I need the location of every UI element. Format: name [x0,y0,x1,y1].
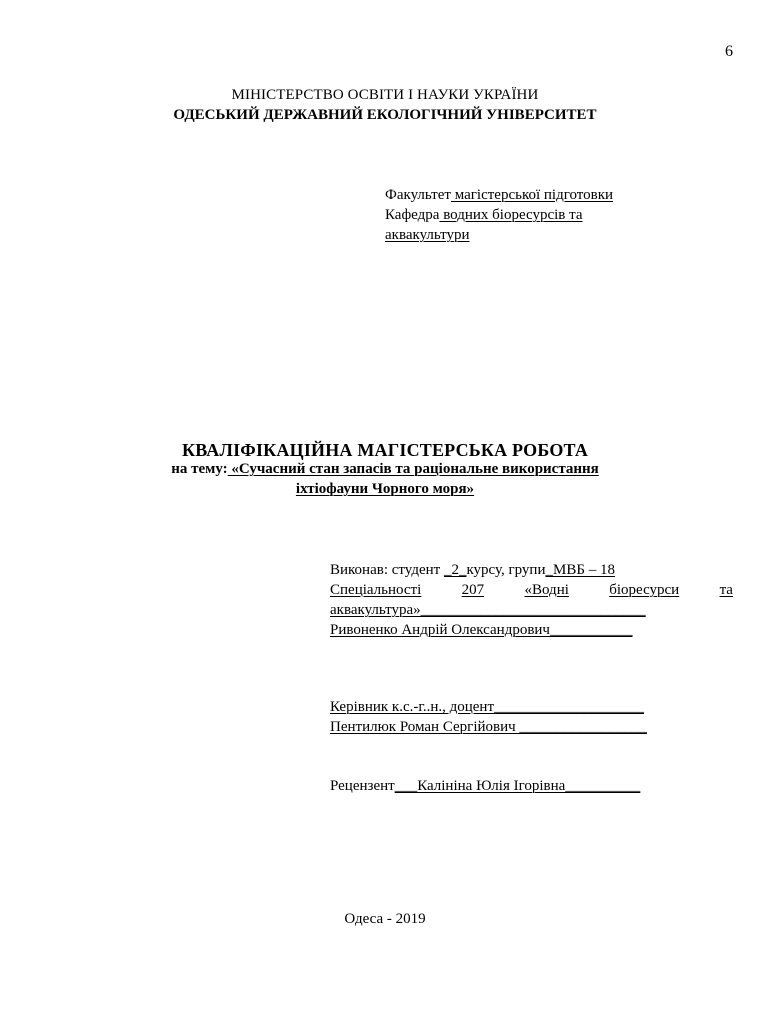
faculty-label: Факультет [385,187,451,203]
specialty-line-1 [330,580,733,600]
student-line-1 [330,560,733,580]
specialty-continued: аквакультура»______________________________ [330,602,646,618]
department-value: водних біоресурсів та [439,207,583,223]
specialty-word: та [719,582,733,598]
supervisor-block [330,697,733,737]
student-name: Ривоненко Андрій Олександрович___________ [330,622,633,638]
page-number: 6 [725,43,733,60]
topic-text-2: іхтіофауни Чорного моря» [295,481,475,497]
supervisor-name: Пентилюк Роман Сергійович _________________ [330,719,647,735]
faculty-value: магістерської підготовки [450,187,614,203]
supervisor-line-2 [330,717,733,737]
reviewer-line [330,776,733,796]
thesis-topic-line-1 [0,461,770,478]
reviewer-label: Рецензент [330,778,395,794]
student-group: _МВБ – 18 [545,562,615,578]
specialty-line-2 [330,600,733,620]
ministry-heading: МІНІСТЕРСТВО ОСВІТИ І НАУКИ УКРАЇНИ [231,87,539,103]
student-block [330,560,733,640]
specialty-word: «Водні [524,582,569,598]
faculty-line [385,185,685,205]
topic-text-1: «Сучасний стан запасів та раціональне використання [227,461,599,477]
supervisor-title: Керівник к.с.-г..н., доцент____________________ [330,699,645,715]
supervisor-line-1 [330,697,733,717]
department-value-continued: аквакультури [385,227,470,243]
student-prefix: Виконав: студент [330,562,444,578]
reviewer-block [330,776,733,796]
city-year: Одеса - 2019 [344,911,426,927]
thesis-title: КВАЛІФІКАЦІЙНА МАГІСТЕРСЬКА РОБОТА [181,440,589,460]
department-line-2 [385,225,685,245]
faculty-department-block [385,185,685,245]
specialty-word: 207 [461,582,485,598]
student-course-text: курсу, групи [466,562,546,578]
department-line [385,205,685,225]
department-label: Кафедра [385,207,440,223]
specialty-word: біоресурси [609,582,680,598]
student-course: _2_ [443,562,467,578]
specialty-word: Спеціальності [330,582,422,598]
reviewer-name: ___Калініна Юлія Ігорівна__________ [394,778,641,794]
topic-prefix: на тему: [171,461,228,477]
thesis-topic-line-2 [0,481,770,498]
university-heading: ОДЕСЬКИЙ ДЕРЖАВНИЙ ЕКОЛОГІЧНИЙ УНІВЕРСИТЕТ [173,107,597,123]
student-name-line [330,620,733,640]
